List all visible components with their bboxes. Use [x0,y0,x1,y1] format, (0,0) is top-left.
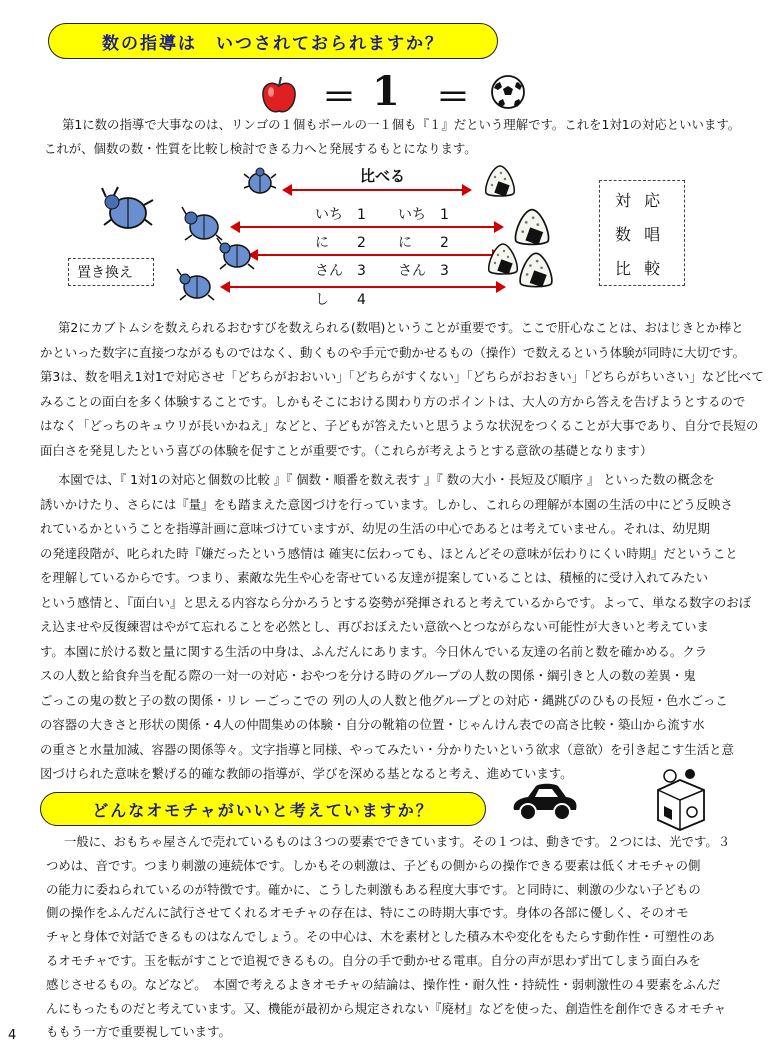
body-line: みることの面白を多く体験することです。しかもそこにおける関わり方のポイントは、大人の方から答えを告げようとするので [40,393,746,409]
concept-box-item: 比 較 [615,259,665,278]
soccer-ball-icon [490,74,526,110]
body-line: んにもったものだと考えています。又、機能が最初から規定されない『廃材』などを使った、創造性を創作できるオモチャ [46,1000,727,1016]
body-line: チャと身体で対話できるものはなんでしょう。その中心は、木を素材とした積み木や変化をもたらす動作性・可塑性のあ [46,929,715,945]
beetle-icon [216,236,256,272]
intro-paragraph [44,113,740,161]
count-row-left: し 4 [315,292,366,308]
count-row-right: さん 3 [398,263,449,279]
beetle-icon [176,268,216,302]
row-arrow [222,286,504,288]
rice-ball-icon [481,163,519,199]
toy-car-icon [508,780,580,824]
body-line: の能力に委ねられているのが特徴です。確かに、こうした刺激もある程度大事です。と同時に、刺激の少ない子どもの [46,881,701,897]
count-row-left: いち 1 [315,207,366,223]
beetle-icon [243,166,277,196]
body-line: 面白さを発見したという喜びの体験を促すことが重要です。（これらが考えようとする意欲の基礎となります） [40,442,653,458]
body-line: るオモチャです。玉を転がすことで追視できるもの。自分の手で動かせる電車。自分の声が思わず出てしまう面白みを [46,952,701,968]
body-line: え込ませや反復練習はやがて忘れることを必然とし、再びおぼえたい意欲へとつながらない可能性が大きいと考えていま [40,619,709,634]
body-line: はなく「どっちのキュウリが長いかねえ」などと、子どもが答えたいと思うような状況をつくることが大事であり、自分で長短の [40,418,759,433]
body-line: ごっこの鬼の数と子の数の関係・リレ ーごっこでの 列の人の人数と他グループとの対応・縄跳びのひもの長短・色水ごっこ [40,692,728,708]
body-line: ももう一方で重要視しています。 [46,1024,231,1040]
concept-box-item: 数 唱 [615,225,665,244]
body-line: 本園では、『 1対1の対応と個数の比較 』『 個数・順番を数え表す 』『 数の大小・長短及び順序 』 といった数の概念を [58,472,715,487]
count-row-left: さん 3 [315,263,366,279]
concept-box-item: 対 応 [615,191,665,210]
row-arrow [250,254,500,256]
body-line: す。本園に於ける数と量に関する生活の中身は、ふんだんにあります。今日休んでいる友達の名前と数を確かめる。クラ [40,643,708,659]
body-line: 誘いかけたり、さらには『量』をも踏まえた意図づけを行っています。しかし、これらの理解が本園の生活の中にどう反映さ [40,496,733,512]
section2-heading: どんなオモチャがいいと考えていますか？ [40,792,486,826]
equals-sign-left: ＝ [322,78,356,118]
replace-label: 置き換え [77,265,133,281]
body-line: の重さと水量加減、容器の関係等々。文字指導と同様、やってみたい・分かりたいという欲求（意欲）を引き起こす生活と意 [40,741,734,757]
compare-label: 比べる [360,167,406,185]
body-line: という感情と、『面白い』と思える内容なら分かろうとする姿勢が発揮されると考えているからです。よって、単なる数字のおぼ [40,594,752,610]
body-line: 側の操作をふんだんに試行させてくれるオモチャの存在は、特にこの時期大事です。身体の各部に優しく、そのオモ [46,905,689,921]
apple-icon [258,74,300,116]
body-line: を理解しているからです。つまり、素敵な先生や心を寄せている友達が提案していることは、積極的に受け入れてみたい [40,570,708,585]
body-line: 感じさせるもの。などなど。 本園で考えるよきオモチャの結論は、操作性・耐久性・持続性・弱刺激性の４要素をふんだ [46,976,721,992]
count-row-right: に 2 [398,235,449,251]
compare-arrow [284,189,470,191]
toy-box-icon [650,768,710,832]
body-line: れているかということを指導計画に意味づけていますが、幼児の生活の中心であるとは考えていません。それは、幼児期 [40,521,710,536]
count-row-right: いち 1 [398,207,449,223]
section1-heading: 数の指導は いつされておられますか？ [48,23,498,59]
rice-ball-icon [514,250,558,290]
body-line: 第2にカブトムシを数えられるおむすびを数えられる(数唱)ということが重要です。ここで肝心なことは、おはじきとか棒と [58,320,744,335]
equals-sign-right: ＝ [436,78,470,118]
intro-line: これが、個数の数・性質を比較し検討できる力へと発展するもとになります。 [44,141,477,156]
toy-paragraph [46,830,730,1044]
body-line: 一般に、おもちゃ屋さんで売れているものは３つの要素でできています。その１つは、動きです。２つには、光です。３ [64,834,731,849]
page-number: 4 [8,1028,17,1043]
body-paragraph-1 [40,316,764,463]
body-paragraph-2 [40,468,751,787]
body-line: つめは、音です。つまり刺激の連続体です。しかもその刺激は、子どもの側からの操作できる要素は低くオモチャの側 [46,857,701,873]
beetle-icon [98,185,156,233]
intro-line: 第1に数の指導で大事なのは、リンゴの１個もボールの一１個も『１』だという理解です。これを1対1の対応といいます。 [62,117,741,132]
body-line: の発達段階が、叱られた時『嫌だったという感情は 確実に伝わっても、ほとんどその意味が伝わりにくい時期』だということ [40,545,738,561]
count-row-left: に 2 [315,235,366,251]
number-one: 1 [372,68,400,115]
body-line: 図づけられた意味を繋げる的確な教師の指導が、学びを深める基となると考え、進めています。 [40,766,573,781]
body-line: スの人数と給食弁当を配る際の一対一の対応・おやつを分ける時のグループの人数の関係・綱引きと人の数の差異・鬼 [40,668,696,683]
body-line: 第3は、数を唱え1対1で対応させ「どちらがおおいい」「どちらがすくない」「どちらがおおきい」「どちらがちいさい」など比べて [40,369,764,384]
body-line: かといった数字に直接つながるものではなく、動くものや手元で動かせるもの（操作）で数えるという体験が同時に大切です。 [40,344,746,360]
row-arrow [232,226,502,228]
body-line: の容器の大きさと形状の関係・4人の仲間集めの体験・自分の靴箱の位置・じゃんけん表での高さ比較・築山から流す水 [40,717,705,732]
